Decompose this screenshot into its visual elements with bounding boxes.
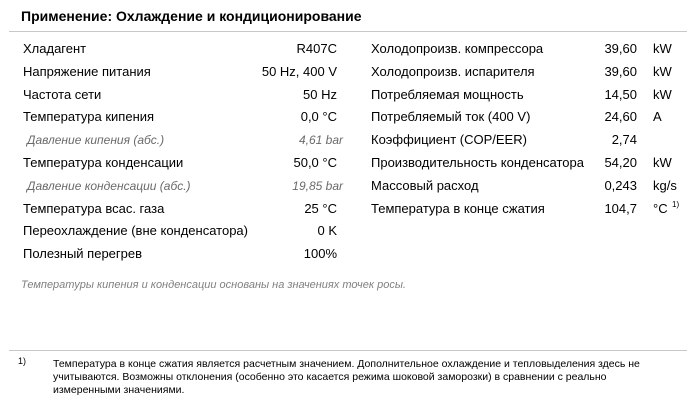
condition-row bbox=[23, 38, 360, 60]
result-value: 104,7 bbox=[604, 200, 637, 216]
condition-label: Температура конденсации bbox=[23, 155, 184, 170]
condition-label: Переохлаждение (вне конденсатора) bbox=[23, 223, 248, 239]
condition-row bbox=[23, 106, 360, 128]
result-label: Температура в конце сжатия bbox=[371, 200, 545, 216]
result-label: Холодопроизв. компрессора bbox=[371, 41, 544, 56]
condition-value: 19,85 bar bbox=[292, 178, 343, 193]
condition-row bbox=[23, 243, 360, 265]
result-unit: A bbox=[653, 109, 662, 125]
result-value: 24,60 bbox=[604, 109, 637, 125]
condition-row bbox=[23, 220, 360, 242]
condition-row bbox=[27, 129, 343, 151]
footnote-divider bbox=[9, 350, 687, 351]
result-value: 54,20 bbox=[604, 155, 637, 170]
result-value: 2,74 bbox=[611, 132, 637, 148]
result-label: Холодопроизв. испарителя bbox=[371, 63, 535, 79]
footnote-text: Температура в конце сжатия является расчетным значением. Дополнительное охлаждение и тепловыделения здесь не учитываются. Возможны отклонения (особенно это касается режима шоковой заморозки) в сравнении с реально измеренными значениями. bbox=[53, 358, 640, 396]
dew-point-note: Температуры кипения и конденсации основаны на значениях точек росы. bbox=[21, 279, 406, 291]
condition-row bbox=[23, 152, 360, 174]
condition-value: 50,0 °C bbox=[293, 155, 337, 170]
result-value: 39,60 bbox=[604, 63, 637, 79]
condition-label: Напряжение питания bbox=[23, 63, 151, 79]
condition-value: 50 Hz bbox=[303, 86, 337, 102]
result-value: 14,50 bbox=[604, 86, 637, 102]
condition-label: Давление кипения (абс.) bbox=[27, 133, 165, 148]
condition-row bbox=[27, 175, 343, 197]
condition-value: R407C bbox=[296, 41, 337, 56]
result-unit: kW bbox=[653, 63, 672, 79]
result-unit: kW bbox=[653, 86, 672, 102]
condition-label: Давление конденсации (абс.) bbox=[27, 178, 191, 193]
result-unit: kW bbox=[653, 41, 672, 56]
result-row bbox=[371, 61, 691, 83]
result-label: Производительность конденсатора bbox=[371, 155, 584, 170]
result-label: Коэффициент (COP/EER) bbox=[371, 132, 527, 148]
condition-row bbox=[23, 84, 360, 106]
result-row bbox=[371, 38, 691, 60]
condition-row bbox=[23, 61, 360, 83]
condition-value: 4,61 bar bbox=[298, 133, 343, 148]
page-title: Применение: Охлаждение и кондиционирование bbox=[21, 8, 362, 24]
result-label: Потребляемый ток (400 V) bbox=[371, 109, 531, 125]
condition-label: Полезный перегрев bbox=[23, 246, 143, 262]
result-value: 39,60 bbox=[604, 41, 637, 56]
result-value: 0,243 bbox=[604, 177, 637, 193]
result-unit: kg/s bbox=[653, 177, 677, 193]
condition-label: Температура всас. газа bbox=[23, 200, 165, 216]
condition-value: 50 Hz, 400 V bbox=[261, 63, 337, 79]
result-unit: kW bbox=[653, 155, 672, 170]
condition-label: Температура кипения bbox=[23, 109, 155, 125]
result-row bbox=[371, 152, 691, 174]
result-unit: °C bbox=[653, 200, 668, 216]
condition-value: 0 K bbox=[317, 223, 337, 239]
condition-value: 0,0 °C bbox=[300, 109, 337, 125]
condition-value: 25 °C bbox=[304, 200, 337, 216]
footnote-mark: 1) bbox=[18, 356, 27, 366]
result-row bbox=[371, 175, 691, 197]
condition-label: Частота сети bbox=[23, 86, 102, 102]
result-row bbox=[371, 84, 691, 106]
result-row bbox=[371, 198, 691, 220]
result-label: Массовый расход bbox=[371, 177, 479, 193]
result-row bbox=[371, 129, 691, 151]
condition-label: Хладагент bbox=[23, 41, 87, 56]
condition-value: 100% bbox=[303, 246, 337, 262]
result-row bbox=[371, 106, 691, 128]
result-label: Потребляемая мощность bbox=[371, 86, 524, 102]
condition-row bbox=[23, 198, 360, 220]
footnote-ref: 1) bbox=[672, 199, 680, 209]
title-bar bbox=[9, 6, 687, 32]
